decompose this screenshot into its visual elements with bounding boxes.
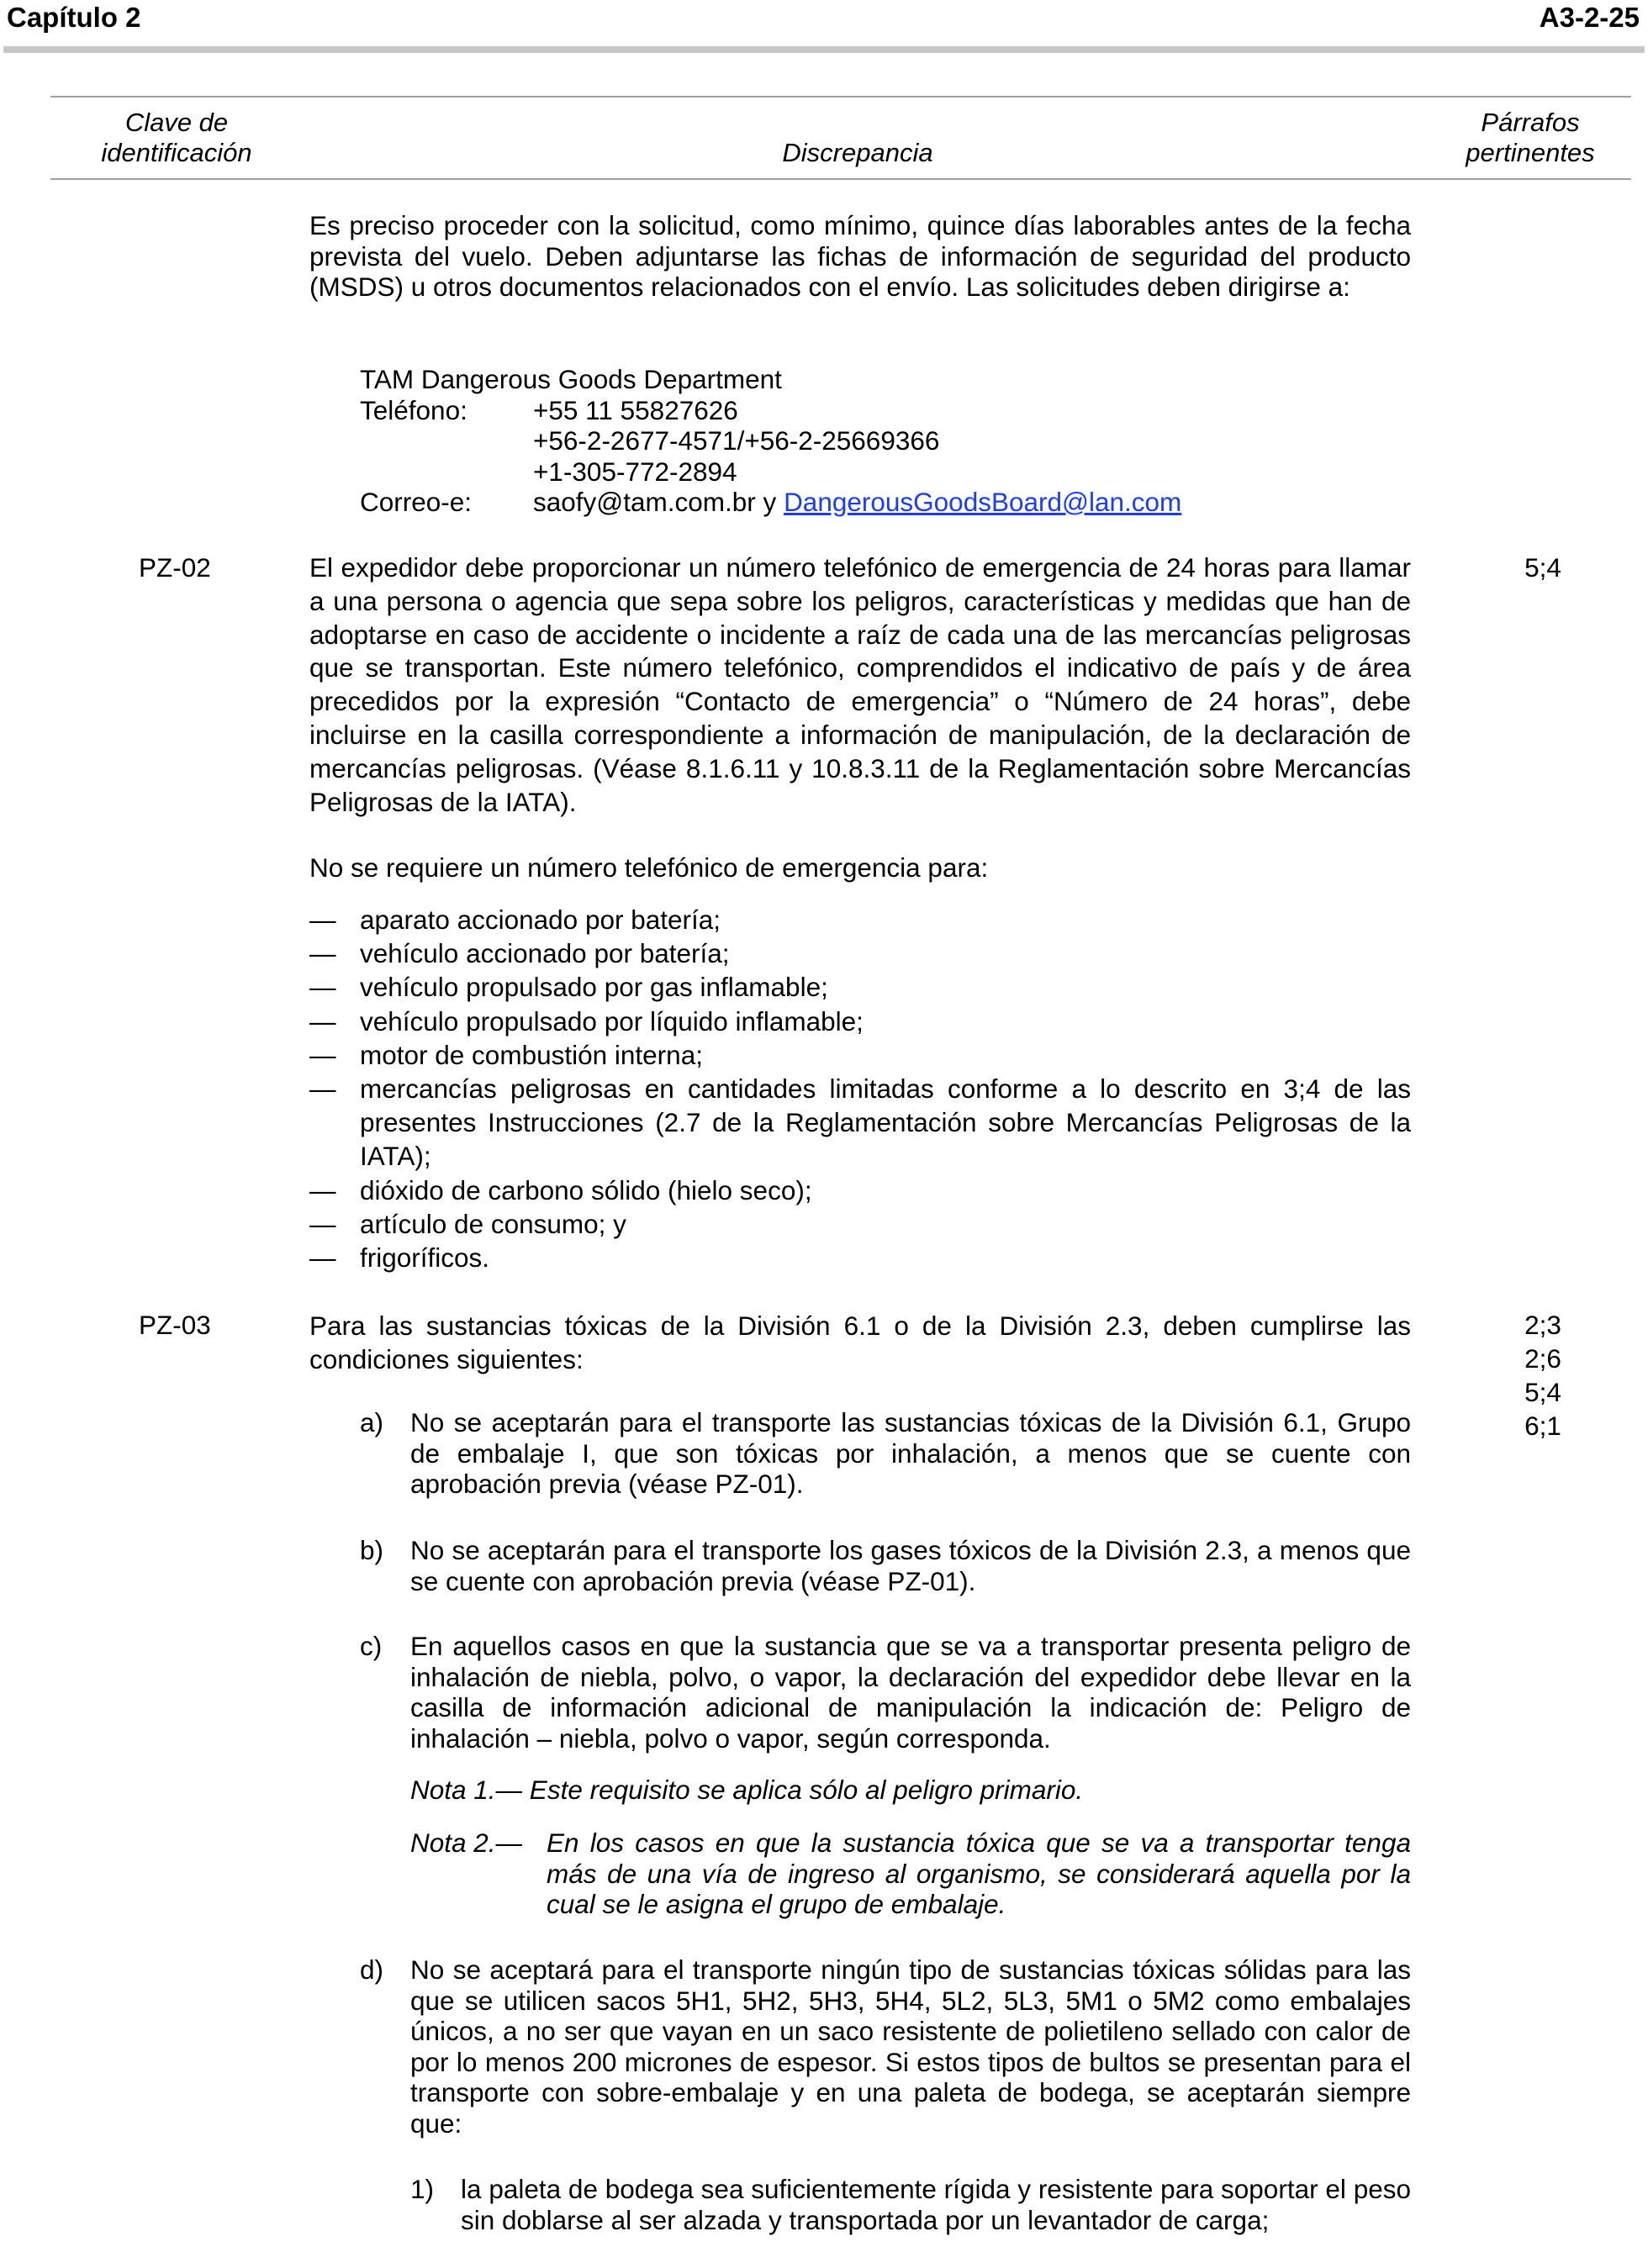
code-pz-02: PZ-02 — [139, 552, 211, 583]
ref-item: 5;4 — [1524, 1377, 1561, 1407]
note-2 — [410, 1828, 1411, 1920]
ref-item: 6;1 — [1524, 1411, 1561, 1441]
list-item: — aparato accionado por batería; — [309, 905, 721, 935]
phone-2: +56-2-2677-4571/+56-2-25669366 — [533, 425, 940, 456]
chapter-title: Capítulo 2 — [7, 2, 141, 33]
condition-b — [360, 1535, 1411, 1596]
pz-02-not-required-intro: No se requiere un número telefónico de emergencia para: — [309, 852, 989, 883]
condition-a-text: No se aceptarán para el transporte las sustancias tóxicas de la División 6.1, Grupo de embalaje I, que son tóxicas por inhalación, a menos que se cuente con aprobación previa (véase PZ-01). — [410, 1407, 1411, 1499]
subitem-1-text: la paleta de bodega sea suficientemente rígida y resistente para soportar el peso sin doblarse al ser alzada y transportada por un levantador de carga; — [461, 2174, 1411, 2235]
phone-1: +55 11 55827626 — [533, 394, 738, 425]
condition-d-text: No se aceptará para el transporte ningún tipo de sustancias tóxicas sólidas para las que se utilicen sacos 5H1, 5H2, 5H3, 5H4, 5L2, 5L3, 5M1 o 5M2 como embalajes únicos, a no ser que vayan en un saco resistente de polietileno sellado con calor de por lo menos 200 micrones de espesor. Si estos tipos de bultos se presentan para el transporte con sobre-embalaje y en una paleta de bodega, se aceptarán siempre que: — [410, 1954, 1411, 2139]
phone-label: Teléfono: — [360, 394, 467, 425]
condition-b-text: No se aceptarán para el transporte los gases tóxicos de la División 2.3, a menos que se cuente con aprobación previa (véase PZ-01). — [410, 1535, 1411, 1596]
list-item: — artículo de consumo; y — [309, 1208, 626, 1239]
ref-item: 2;6 — [1524, 1343, 1561, 1374]
condition-d-label: d) — [360, 1954, 384, 1985]
subitem-1-label: 1) — [410, 2174, 435, 2204]
table-top-rule — [50, 96, 1631, 98]
header-rule — [3, 46, 1645, 53]
phone-row-3 — [360, 456, 1181, 488]
page-number: A3-2-25 — [1539, 2, 1640, 33]
refs-pz-03 — [1505, 1308, 1581, 1443]
email-label: Correo-e: — [360, 487, 473, 517]
note-2-label: Nota 2.— — [410, 1828, 523, 1858]
email-join: y — [755, 487, 784, 517]
list-item: — motor de combustión interna; — [309, 1039, 703, 1070]
address-block — [360, 364, 1181, 518]
list-item: — vehículo propulsado por gas inflamable; — [309, 972, 828, 1003]
condition-d — [360, 1954, 1411, 2139]
intro-paragraph: Es preciso proceder con la solicitud, como mínimo, quince días laborables antes de la fecha prevista del vuelo. Deben adjuntarse las fichas de información de seguridad del producto (MSDS) u otros documentos relacionados con el envío. Las solicitudes deben dirigirse a: — [309, 210, 1411, 302]
column-header-paragraphs-line1: Párrafos — [1481, 108, 1580, 137]
pz-02-paragraph: El expedidor debe proporcionar un número telefónico de emergencia de 24 horas para llamar a una persona o agencia que sepa sobre los peligros, características y medidas que han de adoptarse en caso de accidente o incidente a raíz de cada una de las mercancías peligrosas que se transportan. Este número telefónico, comprendidos el indicativo de país y de área precedidos por la expresión “Contacto de emergencia” o “Número de 24 horas”, debe incluirse en la casilla correspondiente a información de manipulación, de la declaración de mercancías peligrosas. (Véase 8.1.6.11 y 10.8.3.11 de la Reglamentación sobre Mercancías Peligrosas de la IATA). — [309, 552, 1411, 817]
code-pz-03: PZ-03 — [139, 1310, 211, 1340]
column-header-key — [76, 108, 277, 168]
column-header-paragraphs — [1429, 108, 1631, 168]
condition-c-label: c) — [360, 1631, 383, 1661]
column-header-paragraphs-line2: pertinentes — [1466, 138, 1595, 167]
ref-item: 2;3 — [1524, 1310, 1561, 1340]
note-1: Nota 1.— Este requisito se aplica sólo al peligro primario. — [410, 1775, 1084, 1805]
column-header-key-line1: Clave de — [124, 108, 229, 137]
list-item: — vehículo propulsado por líquido inflamable; — [309, 1005, 864, 1036]
table-header-rule — [50, 178, 1631, 180]
condition-d-subitem-1 — [410, 2174, 1411, 2235]
not-required-list — [309, 903, 1411, 1274]
email-link[interactable]: DangerousGoodsBoard@lan.com — [784, 487, 1182, 517]
column-header-discrepancy: Discrepancia — [782, 138, 933, 167]
condition-a — [360, 1407, 1411, 1500]
list-item: — mercancías peligrosas en cantidades limitadas conforme a lo descrito en 3;4 de las presentes Instrucciones (2.7 de la Reglamentación sobre Mercancías Peligrosas de la IATA); — [309, 1073, 1411, 1172]
condition-c-text: En aquellos casos en que la sustancia que se va a transportar presenta peligro de inhalación de niebla, polvo, o vapor, la declaración del expedidor debe llevar en la casilla de información adicional de manipulación la indicación de: Peligro de inhalación – niebla, polvo o vapor, según corresponda. — [410, 1631, 1411, 1754]
address-name: TAM Dangerous Goods Department — [360, 364, 782, 394]
list-item: — dióxido de carbono sólido (hielo seco); — [309, 1174, 812, 1205]
email-row — [360, 487, 1181, 518]
condition-b-label: b) — [360, 1535, 384, 1565]
list-item: — vehículo accionado por batería; — [309, 938, 730, 969]
phone-row — [360, 395, 1181, 426]
phone-3: +1-305-772-2894 — [533, 456, 737, 487]
note-2-text: En los casos en que la sustancia tóxica que se va a transportar tenga más de una vía de ingreso al organismo, se considerará aquella por la cual se le asigna el grupo de embalaje. — [547, 1828, 1411, 1919]
condition-a-label: a) — [360, 1407, 384, 1437]
ref-pz-02: 5;4 — [1524, 552, 1561, 583]
email-1: saofy@tam.com.br — [533, 487, 756, 517]
list-item: — frigoríficos. — [309, 1242, 490, 1274]
condition-c — [360, 1631, 1411, 1754]
column-header-key-line2: identificación — [101, 138, 252, 167]
phone-row-2 — [360, 425, 1181, 456]
pz-03-intro: Para las sustancias tóxicas de la División 6.1 o de la División 2.3, deben cumplirse las condiciones siguientes: — [309, 1311, 1411, 1374]
